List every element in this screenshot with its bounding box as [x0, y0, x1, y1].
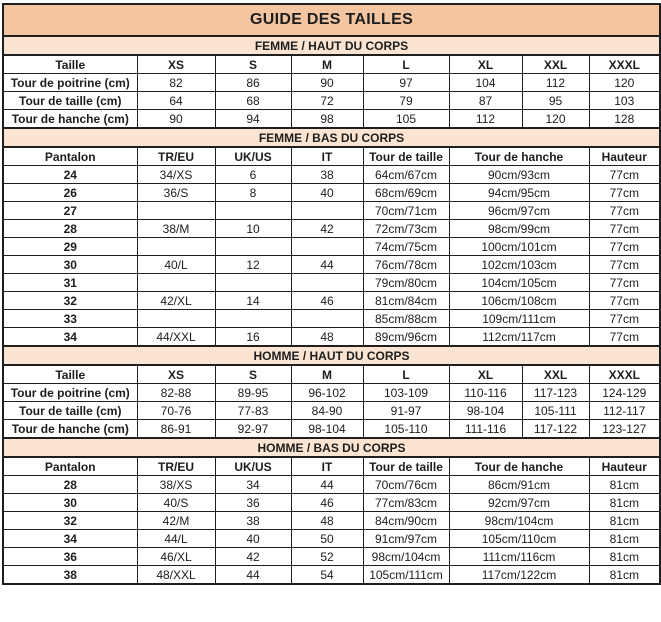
value-cell: 70cm/76cm: [363, 476, 449, 494]
table-row: [3, 184, 660, 202]
title-row: [3, 4, 660, 36]
column-header: Tour de hanche: [449, 457, 589, 476]
value-cell: 64cm/67cm: [363, 166, 449, 184]
value-cell: 68: [215, 92, 291, 110]
table-row: [3, 92, 660, 110]
value-cell: 86cm/91cm: [449, 476, 589, 494]
table-row: [3, 310, 660, 328]
section-heading-row: [3, 346, 660, 365]
value-cell: 98-104: [291, 420, 363, 439]
table-row: [3, 292, 660, 310]
value-cell: 123-127: [589, 420, 660, 439]
row-label-cell: Tour de poitrine (cm): [3, 74, 137, 92]
value-cell: 117-123: [522, 384, 589, 402]
value-cell: 44: [215, 566, 291, 585]
column-header: XS: [137, 365, 215, 384]
value-cell: 77-83: [215, 402, 291, 420]
column-header: TR/EU: [137, 457, 215, 476]
value-cell: 84-90: [291, 402, 363, 420]
column-header: Tour de hanche: [449, 147, 589, 166]
value-cell: 109cm/111cm: [449, 310, 589, 328]
column-header: Hauteur: [589, 147, 660, 166]
section-heading: FEMME / HAUT DU CORPS: [3, 36, 660, 55]
value-cell: 38: [215, 512, 291, 530]
column-header: UK/US: [215, 457, 291, 476]
value-cell: 117cm/122cm: [449, 566, 589, 585]
section-heading: FEMME / BAS DU CORPS: [3, 128, 660, 147]
value-cell: 74cm/75cm: [363, 238, 449, 256]
row-label-cell: 30: [3, 256, 137, 274]
value-cell: 90: [137, 110, 215, 129]
value-cell: 85cm/88cm: [363, 310, 449, 328]
value-cell: 81cm: [589, 530, 660, 548]
column-header-row: [3, 55, 660, 74]
value-cell: 70-76: [137, 402, 215, 420]
value-cell: 106cm/108cm: [449, 292, 589, 310]
value-cell: 81cm: [589, 512, 660, 530]
value-cell: 77cm: [589, 166, 660, 184]
row-label-cell: 32: [3, 292, 137, 310]
value-cell: [291, 274, 363, 292]
column-header: XXXL: [589, 55, 660, 74]
value-cell: 124-129: [589, 384, 660, 402]
value-cell: 42/M: [137, 512, 215, 530]
value-cell: 77cm/83cm: [363, 494, 449, 512]
table-row: [3, 420, 660, 439]
table-row: [3, 512, 660, 530]
value-cell: 84cm/90cm: [363, 512, 449, 530]
value-cell: 104: [449, 74, 522, 92]
value-cell: 81cm: [589, 548, 660, 566]
value-cell: 68cm/69cm: [363, 184, 449, 202]
value-cell: 90cm/93cm: [449, 166, 589, 184]
value-cell: 89-95: [215, 384, 291, 402]
value-cell: 70cm/71cm: [363, 202, 449, 220]
value-cell: 96-102: [291, 384, 363, 402]
value-cell: 105cm/110cm: [449, 530, 589, 548]
section-heading: HOMME / BAS DU CORPS: [3, 438, 660, 457]
value-cell: [215, 310, 291, 328]
value-cell: 77cm: [589, 310, 660, 328]
value-cell: 90: [291, 74, 363, 92]
value-cell: 82: [137, 74, 215, 92]
value-cell: 64: [137, 92, 215, 110]
section-heading: HOMME / HAUT DU CORPS: [3, 346, 660, 365]
table-row: [3, 274, 660, 292]
value-cell: 120: [522, 110, 589, 129]
value-cell: 112cm/117cm: [449, 328, 589, 347]
value-cell: 44: [291, 476, 363, 494]
column-header: TR/EU: [137, 147, 215, 166]
value-cell: 112: [522, 74, 589, 92]
value-cell: 105-111: [522, 402, 589, 420]
table-row: [3, 476, 660, 494]
column-header: IT: [291, 457, 363, 476]
table-row: [3, 202, 660, 220]
value-cell: 94: [215, 110, 291, 129]
value-cell: 34/XS: [137, 166, 215, 184]
value-cell: 98cm/104cm: [449, 512, 589, 530]
value-cell: 46: [291, 494, 363, 512]
table-row: [3, 530, 660, 548]
row-label-cell: 28: [3, 220, 137, 238]
value-cell: 36: [215, 494, 291, 512]
column-header-row: [3, 457, 660, 476]
column-header: M: [291, 55, 363, 74]
row-label-cell: 30: [3, 494, 137, 512]
value-cell: 97: [363, 74, 449, 92]
value-cell: 40/L: [137, 256, 215, 274]
column-header: Taille: [3, 365, 137, 384]
value-cell: 98cm/104cm: [363, 548, 449, 566]
value-cell: 77cm: [589, 220, 660, 238]
table-row: [3, 494, 660, 512]
column-header: S: [215, 55, 291, 74]
value-cell: [137, 202, 215, 220]
value-cell: 86-91: [137, 420, 215, 439]
value-cell: 79: [363, 92, 449, 110]
value-cell: [215, 238, 291, 256]
value-cell: 95: [522, 92, 589, 110]
value-cell: [137, 310, 215, 328]
value-cell: 89cm/96cm: [363, 328, 449, 347]
value-cell: 38/M: [137, 220, 215, 238]
row-label-cell: 32: [3, 512, 137, 530]
page-title: GUIDE DES TAILLES: [3, 4, 660, 36]
table-row: [3, 74, 660, 92]
value-cell: 48/XXL: [137, 566, 215, 585]
value-cell: 76cm/78cm: [363, 256, 449, 274]
value-cell: 105-110: [363, 420, 449, 439]
value-cell: 38/XS: [137, 476, 215, 494]
value-cell: 81cm/84cm: [363, 292, 449, 310]
value-cell: [291, 202, 363, 220]
value-cell: 42: [291, 220, 363, 238]
value-cell: 6: [215, 166, 291, 184]
row-label-cell: 29: [3, 238, 137, 256]
value-cell: [291, 238, 363, 256]
table-row: [3, 238, 660, 256]
row-label-cell: 27: [3, 202, 137, 220]
value-cell: 87: [449, 92, 522, 110]
column-header: XXXL: [589, 365, 660, 384]
value-cell: 44/XXL: [137, 328, 215, 347]
value-cell: 81cm: [589, 476, 660, 494]
column-header: Tour de taille: [363, 147, 449, 166]
value-cell: 14: [215, 292, 291, 310]
value-cell: 77cm: [589, 202, 660, 220]
value-cell: 8: [215, 184, 291, 202]
value-cell: 72cm/73cm: [363, 220, 449, 238]
value-cell: 16: [215, 328, 291, 347]
value-cell: 98cm/99cm: [449, 220, 589, 238]
value-cell: 40: [215, 530, 291, 548]
table-row: [3, 110, 660, 129]
value-cell: 94cm/95cm: [449, 184, 589, 202]
table-row: [3, 548, 660, 566]
column-header: S: [215, 365, 291, 384]
value-cell: 42/XL: [137, 292, 215, 310]
value-cell: 92cm/97cm: [449, 494, 589, 512]
value-cell: 77cm: [589, 238, 660, 256]
value-cell: 86: [215, 74, 291, 92]
value-cell: [215, 202, 291, 220]
value-cell: 36/S: [137, 184, 215, 202]
column-header: XS: [137, 55, 215, 74]
value-cell: 91cm/97cm: [363, 530, 449, 548]
value-cell: 96cm/97cm: [449, 202, 589, 220]
value-cell: 98: [291, 110, 363, 129]
column-header: Tour de taille: [363, 457, 449, 476]
value-cell: [291, 310, 363, 328]
table-row: [3, 566, 660, 585]
value-cell: 12: [215, 256, 291, 274]
value-cell: 103: [589, 92, 660, 110]
row-label-cell: 31: [3, 274, 137, 292]
value-cell: 111cm/116cm: [449, 548, 589, 566]
value-cell: 112-117: [589, 402, 660, 420]
row-label-cell: Tour de hanche (cm): [3, 110, 137, 129]
row-label-cell: 26: [3, 184, 137, 202]
table-row: [3, 220, 660, 238]
row-label-cell: 38: [3, 566, 137, 585]
value-cell: 46: [291, 292, 363, 310]
section-heading-row: [3, 128, 660, 147]
row-label-cell: 28: [3, 476, 137, 494]
row-label-cell: 36: [3, 548, 137, 566]
value-cell: 120: [589, 74, 660, 92]
value-cell: 50: [291, 530, 363, 548]
value-cell: 102cm/103cm: [449, 256, 589, 274]
table-row: [3, 166, 660, 184]
value-cell: 34: [215, 476, 291, 494]
section-heading-row: [3, 438, 660, 457]
value-cell: 82-88: [137, 384, 215, 402]
value-cell: 128: [589, 110, 660, 129]
value-cell: 38: [291, 166, 363, 184]
value-cell: 48: [291, 512, 363, 530]
value-cell: 112: [449, 110, 522, 129]
table-row: [3, 256, 660, 274]
section-heading-row: [3, 36, 660, 55]
size-guide-body: [3, 4, 660, 584]
value-cell: 44: [291, 256, 363, 274]
value-cell: 104cm/105cm: [449, 274, 589, 292]
value-cell: 105: [363, 110, 449, 129]
value-cell: 44/L: [137, 530, 215, 548]
column-header: XXL: [522, 365, 589, 384]
row-label-cell: Tour de poitrine (cm): [3, 384, 137, 402]
table-row: [3, 328, 660, 347]
value-cell: 77cm: [589, 292, 660, 310]
row-label-cell: 34: [3, 530, 137, 548]
value-cell: [137, 238, 215, 256]
column-header-row: [3, 365, 660, 384]
column-header: L: [363, 55, 449, 74]
column-header: Hauteur: [589, 457, 660, 476]
value-cell: 72: [291, 92, 363, 110]
value-cell: 98-104: [449, 402, 522, 420]
value-cell: 91-97: [363, 402, 449, 420]
value-cell: 46/XL: [137, 548, 215, 566]
value-cell: 54: [291, 566, 363, 585]
value-cell: 77cm: [589, 256, 660, 274]
column-header: Taille: [3, 55, 137, 74]
row-label-cell: 34: [3, 328, 137, 347]
column-header: Pantalon: [3, 457, 137, 476]
value-cell: 110-116: [449, 384, 522, 402]
row-label-cell: Tour de taille (cm): [3, 92, 137, 110]
value-cell: 10: [215, 220, 291, 238]
value-cell: 100cm/101cm: [449, 238, 589, 256]
column-header-row: [3, 147, 660, 166]
column-header: UK/US: [215, 147, 291, 166]
column-header: M: [291, 365, 363, 384]
size-guide-table: [2, 3, 661, 585]
value-cell: 103-109: [363, 384, 449, 402]
row-label-cell: 33: [3, 310, 137, 328]
value-cell: 40: [291, 184, 363, 202]
row-label-cell: 24: [3, 166, 137, 184]
table-row: [3, 402, 660, 420]
value-cell: 42: [215, 548, 291, 566]
value-cell: 77cm: [589, 328, 660, 347]
value-cell: 105cm/111cm: [363, 566, 449, 585]
row-label-cell: Tour de taille (cm): [3, 402, 137, 420]
value-cell: [215, 274, 291, 292]
column-header: IT: [291, 147, 363, 166]
column-header: XL: [449, 55, 522, 74]
value-cell: 40/S: [137, 494, 215, 512]
column-header: XL: [449, 365, 522, 384]
column-header: Pantalon: [3, 147, 137, 166]
value-cell: 81cm: [589, 494, 660, 512]
value-cell: 52: [291, 548, 363, 566]
value-cell: 48: [291, 328, 363, 347]
table-row: [3, 384, 660, 402]
value-cell: [137, 274, 215, 292]
row-label-cell: Tour de hanche (cm): [3, 420, 137, 439]
value-cell: 77cm: [589, 184, 660, 202]
value-cell: 111-116: [449, 420, 522, 439]
value-cell: 81cm: [589, 566, 660, 585]
column-header: L: [363, 365, 449, 384]
value-cell: 117-122: [522, 420, 589, 439]
column-header: XXL: [522, 55, 589, 74]
value-cell: 92-97: [215, 420, 291, 439]
value-cell: 77cm: [589, 274, 660, 292]
value-cell: 79cm/80cm: [363, 274, 449, 292]
